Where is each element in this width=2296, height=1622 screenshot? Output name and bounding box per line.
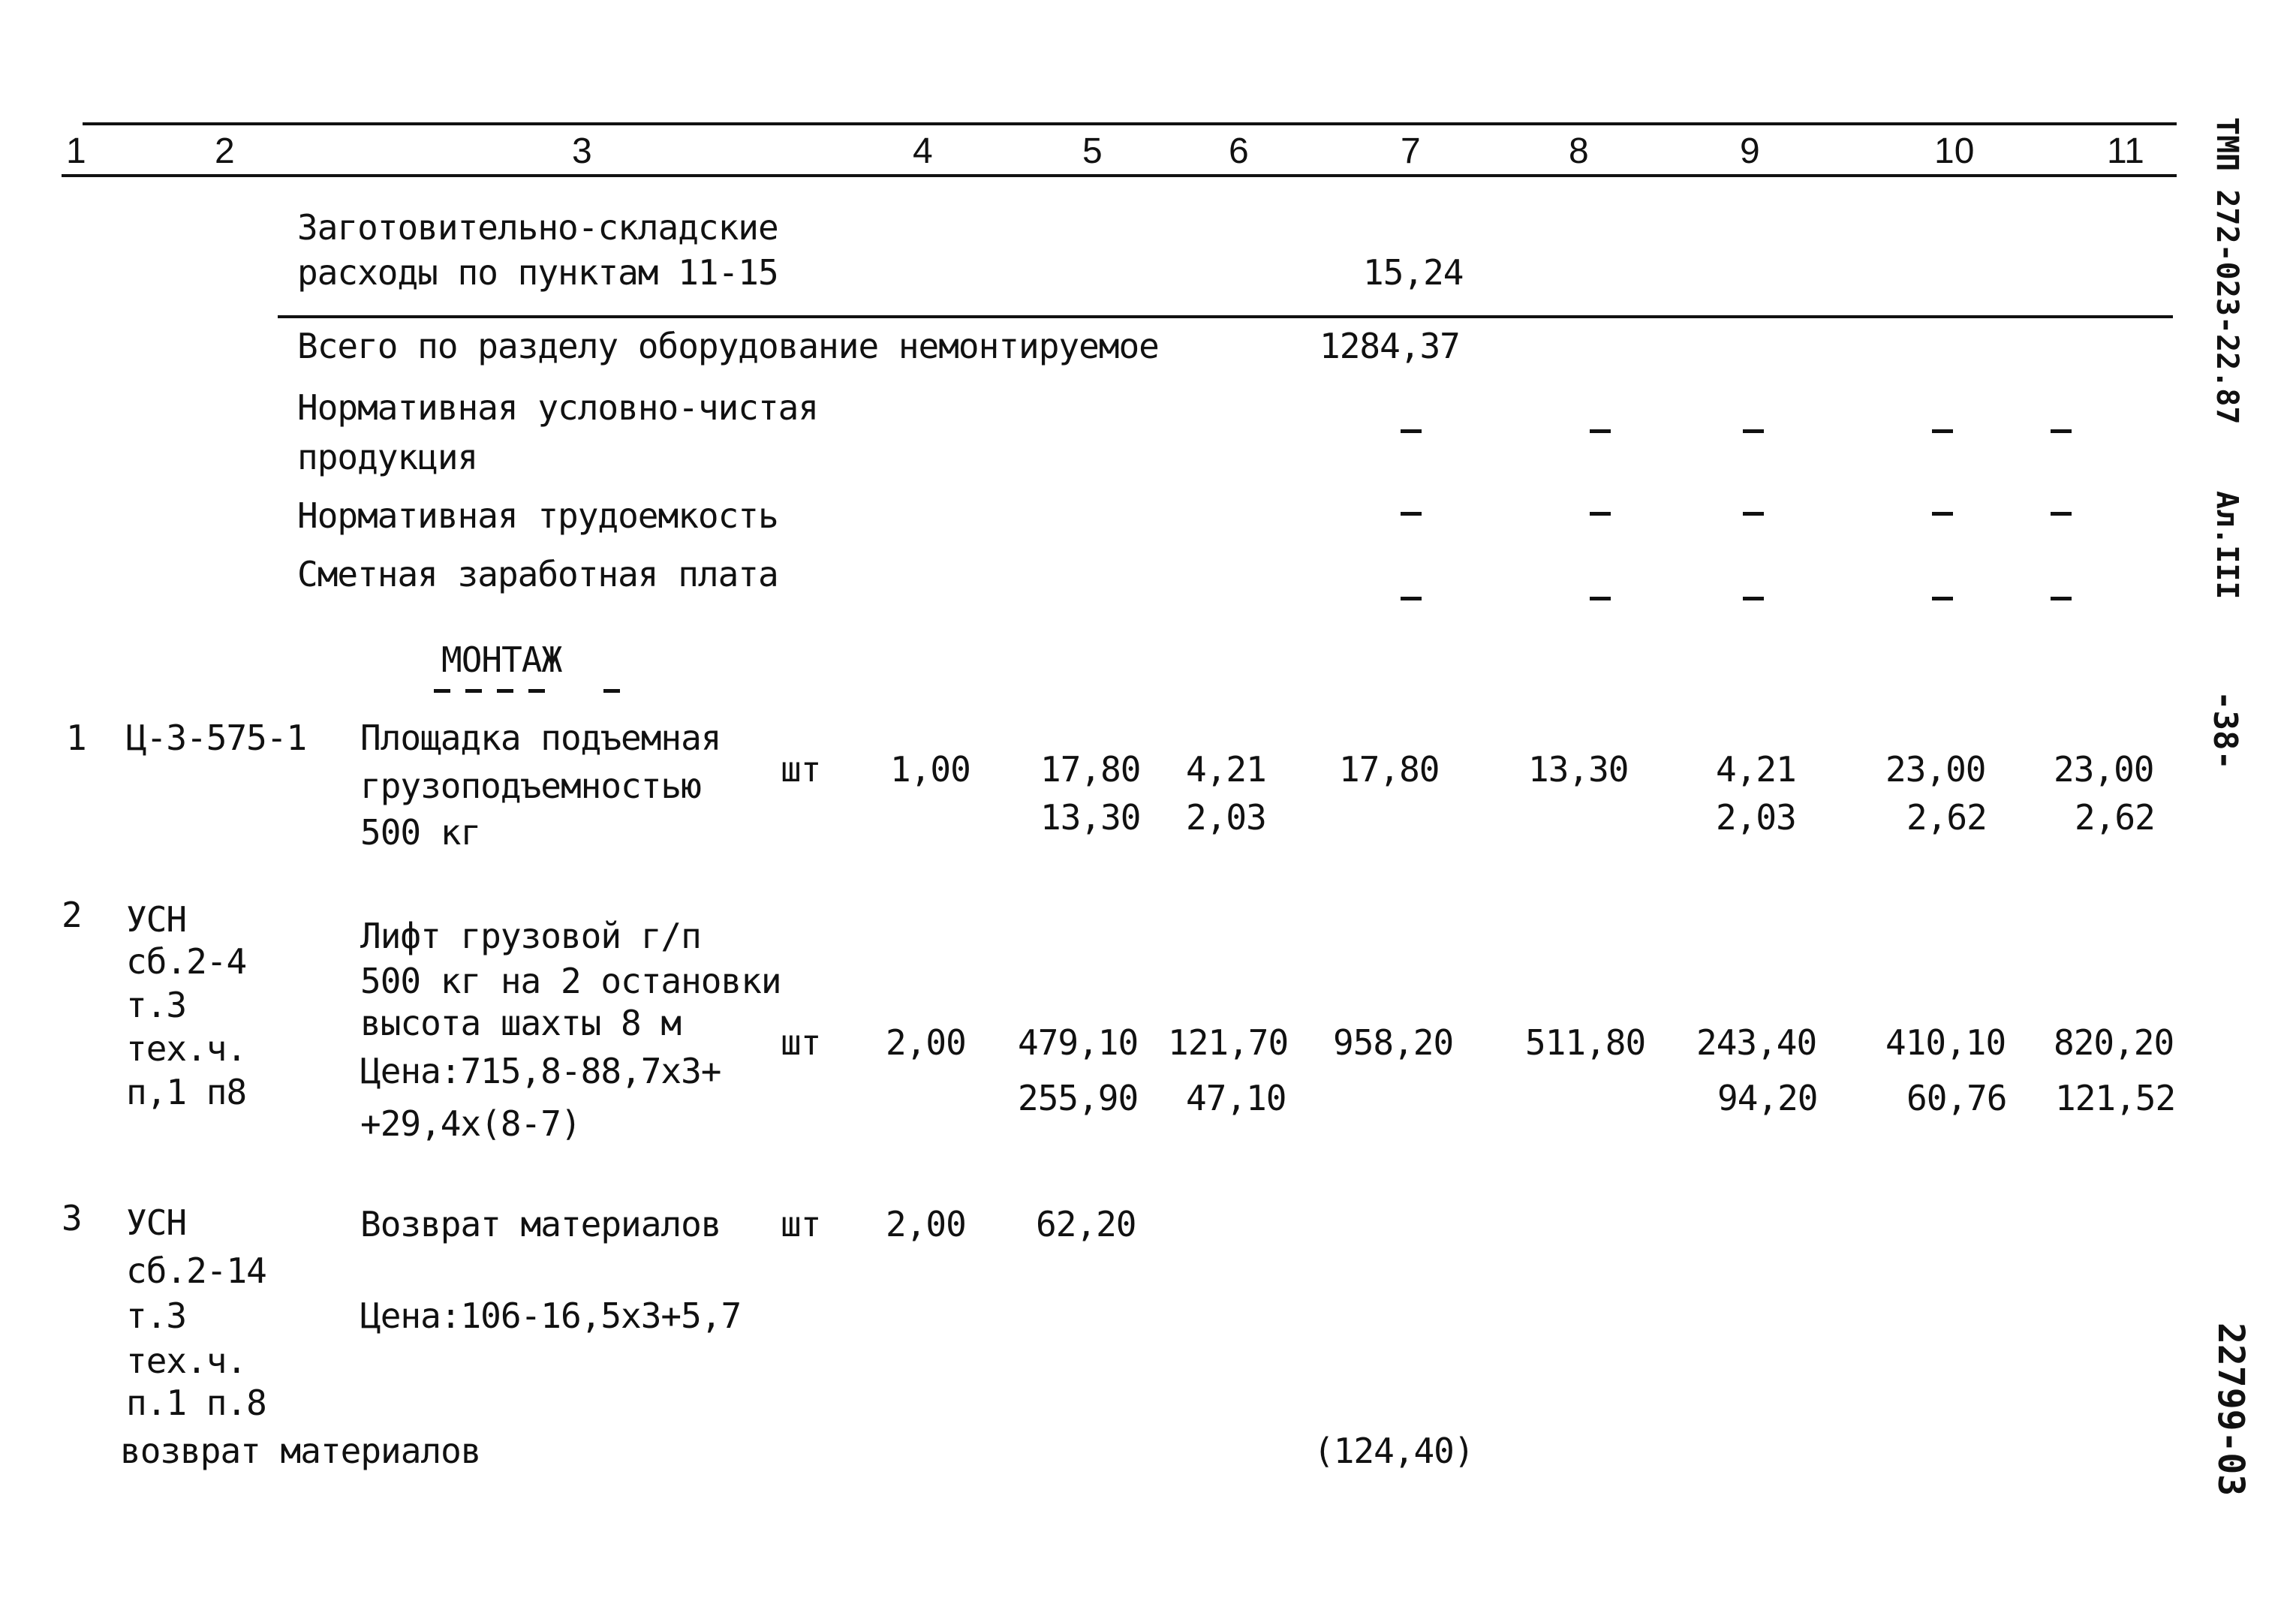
item-3-code-5: п.1 п.8 [126,1383,266,1423]
dash [1743,512,1764,516]
underline-dash [465,689,482,693]
dash [1743,597,1764,600]
dash [2051,512,2072,516]
col-2: 2 [215,131,235,171]
item-2-c11-b: 121,52 [2055,1078,2176,1118]
procurement-label-1: Заготовительно-складские [297,207,778,248]
item-1-c11-b: 2,62 [2075,797,2155,838]
item-1-name-2: грузоподъемностью [360,766,701,806]
item-2-unit: шт [781,1022,821,1063]
item-3-code-2: сб.2-14 [126,1250,266,1291]
dash [1932,512,1953,516]
col-8: 8 [1569,131,1589,171]
item-2-name-4: Цена:715,8-88,7х3+ [360,1051,721,1091]
item-1-c6-a: 4,21 [1186,749,1266,790]
col-11: 11 [2107,131,2144,171]
item-3-code-3: т.3 [126,1295,187,1336]
estimated-wages-label: Сметная заработная плата [297,554,778,594]
item-1-number: 1 [66,718,86,758]
item-2-c5-b: 255,90 [1018,1078,1139,1118]
item-2-c10-b: 60,76 [1906,1078,2007,1118]
item-2-c8: 511,80 [1525,1022,1646,1063]
col-1: 1 [66,131,86,171]
dash [2051,429,2072,433]
dash [2051,597,2072,600]
dash [1590,597,1611,600]
item-1-c10-b: 2,62 [1906,797,1987,838]
dash [1401,597,1422,600]
col-4: 4 [913,131,933,171]
dash [1932,597,1953,600]
procurement-label-2: расходы по пунктам 11-15 [297,252,778,293]
item-1-c5-a: 17,80 [1040,749,1141,790]
return-materials-label: возврат материалов [120,1431,481,1471]
item-1-name-1: Площадка подъемная [360,718,721,758]
item-2-code-5: п,1 п8 [126,1072,247,1112]
dash [1401,512,1422,516]
item-1-c11-a: 23,00 [2054,749,2154,790]
item-2-number: 2 [62,895,82,935]
item-1-code: Ц-3-575-1 [126,718,307,758]
item-1-c7: 17,80 [1339,749,1440,790]
item-3-number: 3 [62,1198,82,1238]
item-1-c5-b: 13,30 [1040,797,1141,838]
col-5: 5 [1082,131,1103,171]
col-6: 6 [1229,131,1249,171]
item-3-c5: 62,20 [1036,1204,1136,1244]
item-2-c9-a: 243,40 [1696,1022,1817,1063]
item-3-qty: 2,00 [886,1204,966,1244]
total-value: 1284,37 [1320,326,1460,366]
side-album: Ал.III [2210,491,2244,600]
side-page-number: -38- [2206,691,2244,770]
dash [1590,512,1611,516]
item-2-c11-a: 820,20 [2054,1022,2174,1063]
item-1-unit: шт [781,749,821,790]
item-2-c10-a: 410,10 [1885,1022,2006,1063]
underline-dash [434,689,450,693]
col-10: 10 [1934,131,1975,171]
item-3-unit: шт [781,1204,821,1244]
item-2-code-3: т.3 [126,985,187,1025]
item-2-name-5: +29,4х(8-7) [360,1103,581,1144]
col-9: 9 [1740,131,1760,171]
return-materials-value: (124,40) [1314,1431,1474,1471]
item-1-c6-b: 2,03 [1186,797,1266,838]
col-3: 3 [572,131,592,171]
item-2-c9-b: 94,20 [1717,1078,1818,1118]
procurement-value: 15,24 [1363,252,1464,293]
item-1-c10-a: 23,00 [1885,749,1986,790]
total-label: Всего по разделу оборудование немонтируемое [297,326,1159,366]
item-3-name-2: Цена:106-16,5х3+5,7 [360,1295,742,1336]
col-7: 7 [1401,131,1421,171]
item-3-code-4: тех.ч. [126,1341,247,1381]
item-2-c6-a: 121,70 [1168,1022,1289,1063]
item-2-name-1: Лифт грузовой г/п [360,916,701,956]
header-bottom-rule [62,174,2177,177]
item-3-name-1: Возврат материалов [360,1204,721,1244]
underline-dash [528,689,545,693]
item-2-code-2: сб.2-4 [126,941,247,982]
header-top-rule [83,122,2177,125]
item-1-c9-a: 4,21 [1716,749,1796,790]
item-2-c7: 958,20 [1333,1022,1454,1063]
underline-dash [497,689,513,693]
item-2-qty: 2,00 [886,1022,966,1063]
underline-dash [603,689,620,693]
item-2-c5-a: 479,10 [1018,1022,1139,1063]
item-3-code-1: УСН [126,1202,187,1243]
section-title: МОНТАЖ [441,639,562,680]
dash [1401,429,1422,433]
item-2-name-3: высота шахты 8 м [360,1003,682,1043]
item-2-code-1: УСН [126,899,187,940]
normative-products-label-1: Нормативная условно-чистая [297,387,819,428]
normative-products-label-2: продукция [297,437,478,477]
normative-labor-label: Нормативная трудоемкость [297,495,778,536]
side-inventory-number: 22799-03 [2210,1323,2252,1497]
item-1-name-3: 500 кг [360,812,481,853]
item-1-c9-b: 2,03 [1716,797,1796,838]
dash [1590,429,1611,433]
item-2-name-2: 500 кг на 2 остановки [360,961,781,1001]
dash [1743,429,1764,433]
item-2-code-4: тех.ч. [126,1028,247,1069]
dash [1932,429,1953,433]
item-2-c6-b: 47,10 [1186,1078,1286,1118]
item-1-c8: 13,30 [1528,749,1629,790]
subtotal-rule [278,315,2173,318]
item-1-qty: 1,00 [890,749,970,790]
side-doc-code: ТМП 272-023-22.87 [2210,117,2244,425]
